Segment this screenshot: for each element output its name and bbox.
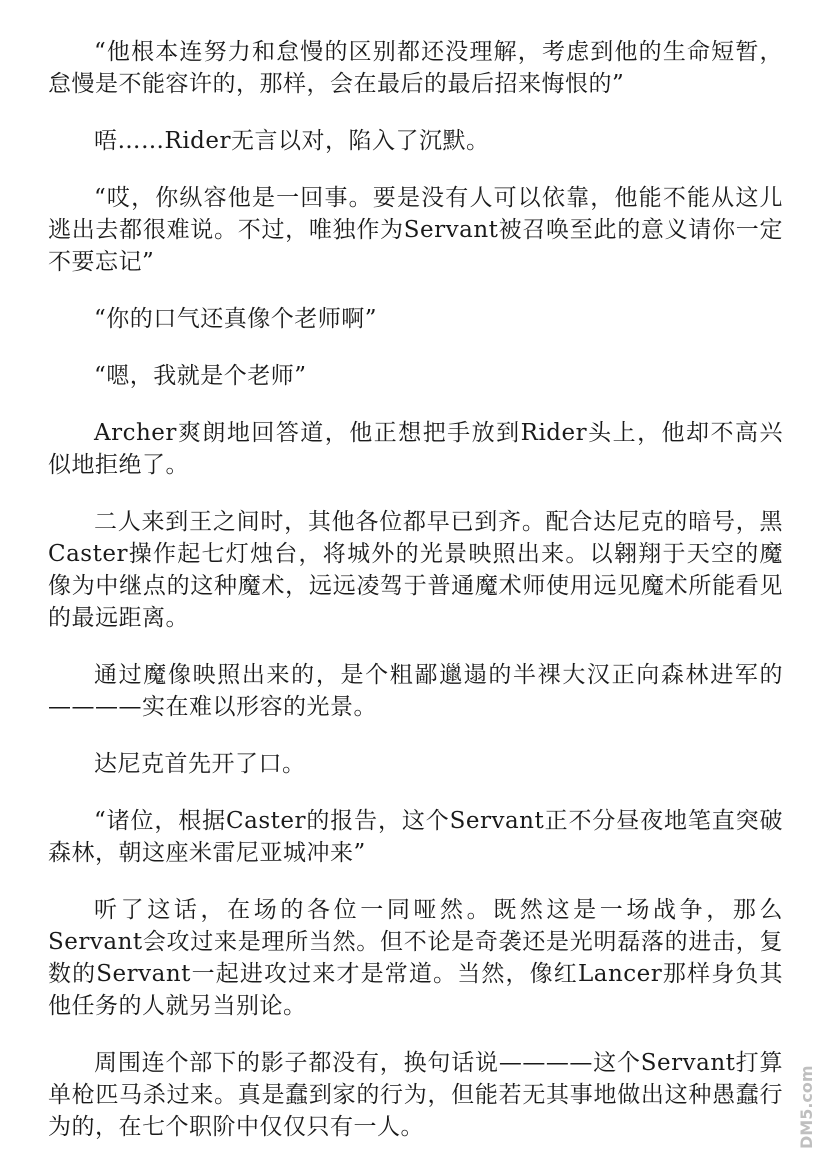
paragraph-9: 达尼克首先开了口。 bbox=[94, 751, 306, 777]
watermark-text: DM5.com bbox=[797, 1065, 816, 1149]
paragraph-12: 周围连个部下的影子都没有，换句话说————这个Servant打算单枪匹马杀过来。真是蠢到家的行为，但能若无其事地做出这种愚蠢行为的，在七个职阶中仅仅只有一人。 bbox=[48, 1050, 783, 1140]
paragraph-7: 二人来到王之间时，其他各位都早已到齐。配合达尼克的暗号，黑Caster操作起七灯烛台，将城外的光景映照出来。以翱翔于天空的魔像为中继点的这种魔术，远远凌驾于普通魔术师使用远见魔术所能看见的最远距离。 bbox=[48, 509, 783, 631]
paragraph-4: “你的口气还真像个老师啊” bbox=[94, 306, 378, 332]
paragraph-8: 通过魔像映照出来的，是个粗鄙邋遢的半裸大汉正向森林进军的————实在难以形容的光景。 bbox=[48, 662, 783, 720]
paragraph-3: “哎，你纵容他是一回事。要是没有人可以依靠，他能不能从这儿逃出去都很难说。不过，唯独作为Servant被召唤至此的意义请你一定不要忘记” bbox=[48, 185, 783, 275]
site-watermark-logo bbox=[796, 1033, 818, 1151]
paragraph-2: 唔……Rider无言以对，陷入了沉默。 bbox=[94, 128, 490, 154]
paragraph-1: “他根本连努力和怠慢的区别都还没理解，考虑到他的生命短暂，怠慢是不能容许的，那样，会在最后的最后招来悔恨的” bbox=[48, 39, 783, 97]
paragraph-11: 听了这话，在场的各位一同哑然。既然这是一场战争，那么Servant会攻过来是理所当然。但不论是奇袭还是光明磊落的进击，复数的Servant一起进攻过来才是常道。当然，像红Lancer那样身负其他任务的人就另当别论。 bbox=[48, 897, 783, 1019]
paragraph-6: Archer爽朗地回答道，他正想把手放到Rider头上，他却不高兴似地拒绝了。 bbox=[48, 420, 783, 478]
document-page bbox=[48, 36, 783, 1168]
paragraph-5: “嗯，我就是个老师” bbox=[94, 363, 307, 389]
paragraph-10: “诸位，根据Caster的报告，这个Servant正不分昼夜地笔直突破森林，朝这座米雷尼亚城冲来” bbox=[48, 808, 783, 866]
